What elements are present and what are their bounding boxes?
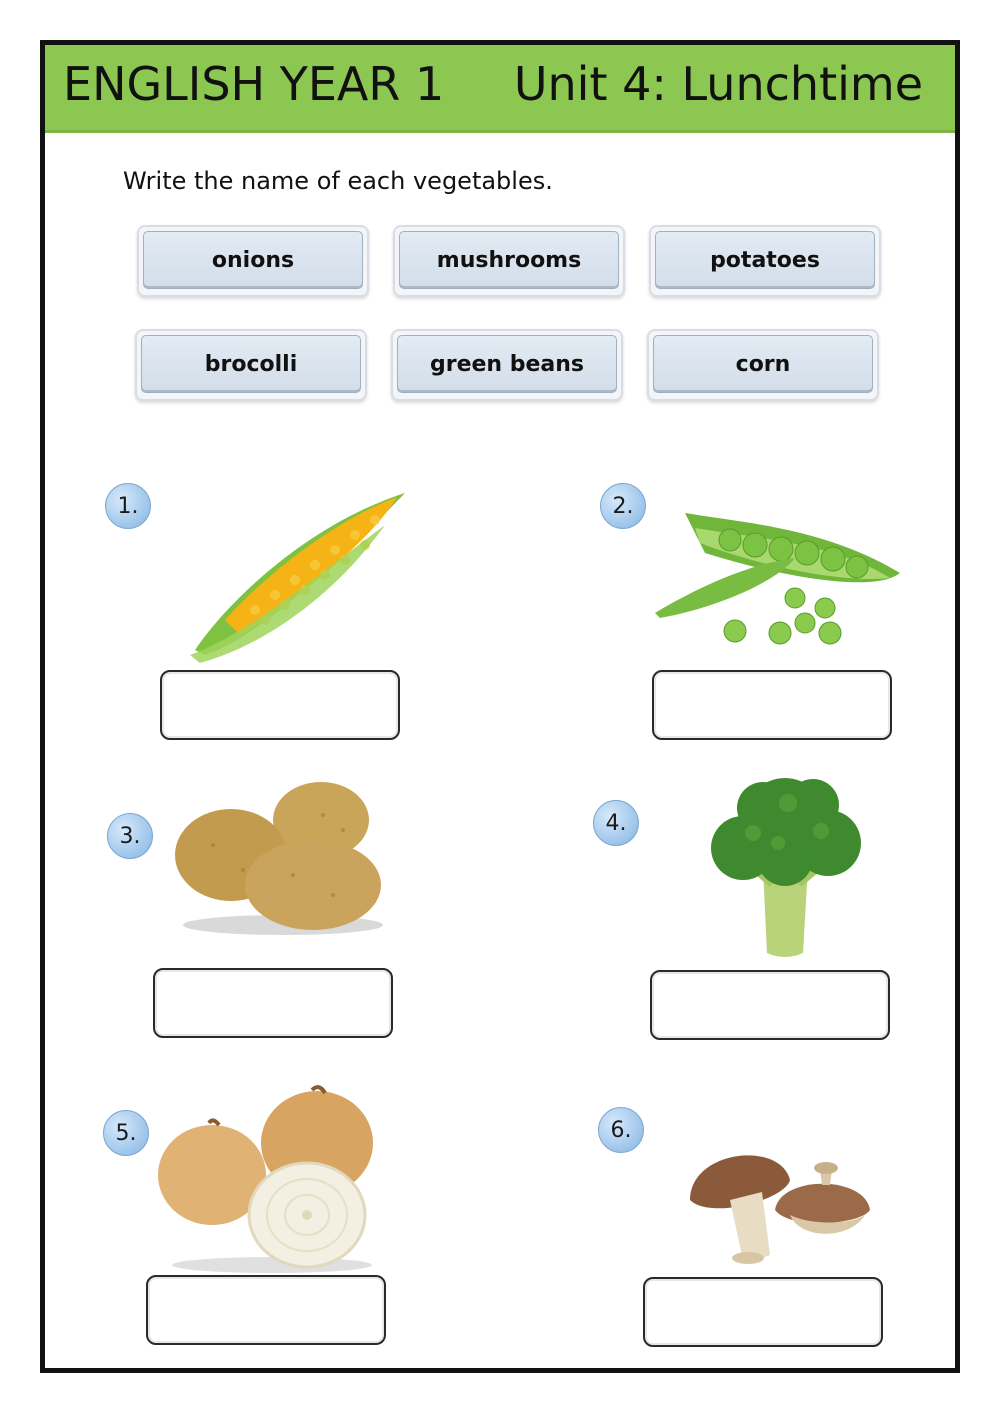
item-number: 3. — [107, 813, 153, 859]
word-label: brocolli — [141, 335, 361, 393]
answer-box-1[interactable] — [160, 670, 400, 740]
header-bar — [45, 45, 955, 133]
mushrooms-icon — [670, 1130, 880, 1270]
word-label: mushrooms — [399, 231, 619, 289]
item-number: 5. — [103, 1110, 149, 1156]
word-card-onions[interactable] — [137, 225, 369, 297]
item-number: 2. — [600, 483, 646, 529]
word-label: potatoes — [655, 231, 875, 289]
word-card-brocolli[interactable] — [135, 329, 367, 401]
word-card-green-beans[interactable] — [391, 329, 623, 401]
unit-title: Unit 4: Lunchtime — [513, 57, 923, 111]
word-card-corn[interactable] — [647, 329, 879, 401]
course-title: ENGLISH YEAR 1 — [63, 57, 445, 111]
green-peas-icon — [645, 483, 915, 648]
answer-box-6[interactable] — [643, 1277, 883, 1347]
potatoes-icon — [173, 775, 388, 935]
word-label: onions — [143, 231, 363, 289]
instruction-text: Write the name of each vegetables. — [123, 167, 553, 195]
item-number: 1. — [105, 483, 151, 529]
word-label: green beans — [397, 335, 617, 393]
answer-box-2[interactable] — [652, 670, 892, 740]
answer-box-3[interactable] — [153, 968, 393, 1038]
answer-box-4[interactable] — [650, 970, 890, 1040]
onions-icon — [157, 1085, 387, 1275]
worksheet — [40, 40, 960, 1373]
item-number: 4. — [593, 800, 639, 846]
item-number: 6. — [598, 1107, 644, 1153]
corn-icon — [185, 485, 415, 665]
word-card-potatoes[interactable] — [649, 225, 881, 297]
broccoli-icon — [703, 773, 868, 963]
word-card-mushrooms[interactable] — [393, 225, 625, 297]
word-label: corn — [653, 335, 873, 393]
answer-box-5[interactable] — [146, 1275, 386, 1345]
